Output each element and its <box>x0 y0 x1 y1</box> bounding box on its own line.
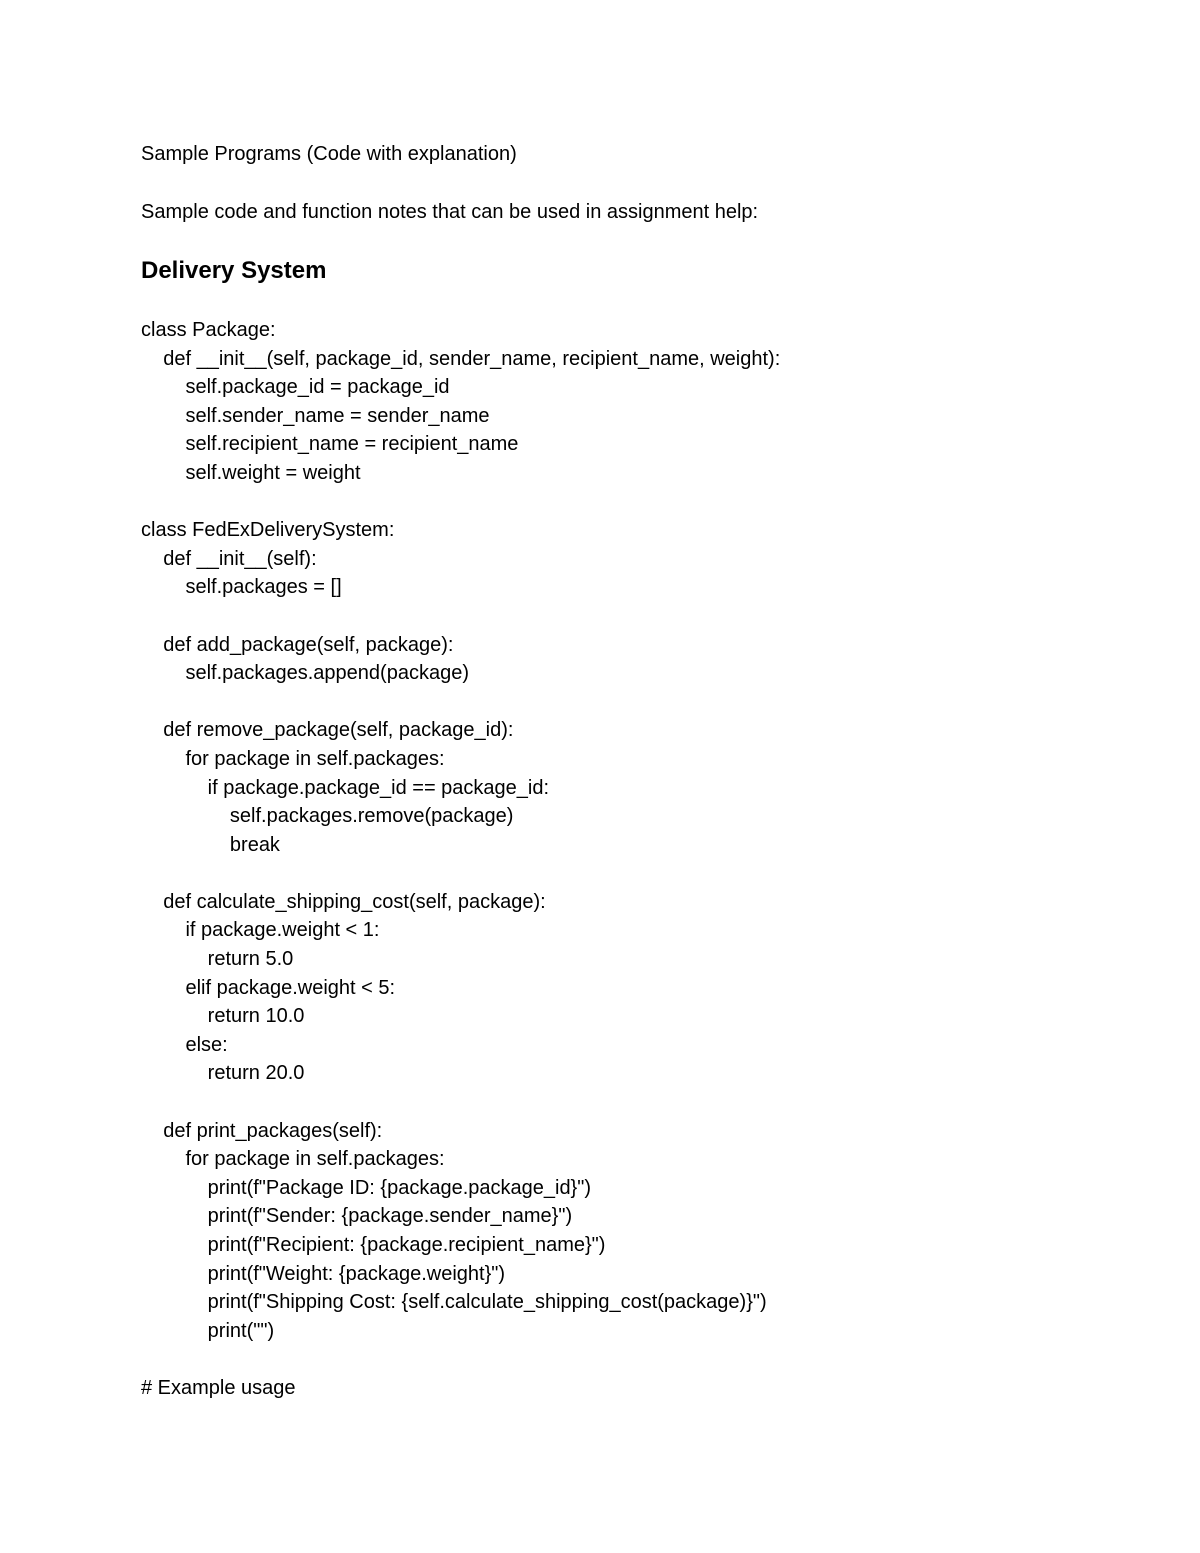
code-line: print(f"Recipient: {package.recipient_name}") <box>141 1234 606 1256</box>
code-line: self.packages.append(package) <box>141 662 469 685</box>
code-line: self.packages = [] <box>141 576 342 599</box>
code-line: for package in self.packages: <box>141 747 445 770</box>
code-blank-line <box>141 690 780 719</box>
code-line: def __init__(self): <box>141 547 317 570</box>
code-line: return 10.0 <box>141 1005 305 1028</box>
document-title-line: Sample Programs (Code with explanation) <box>141 143 517 165</box>
code-line: def print_packages(self): <box>141 1119 383 1142</box>
code-line: if package.package_id == package_id: <box>141 776 550 799</box>
code-line: # Example usage <box>141 1376 296 1399</box>
code-line: print(f"Sender: {package.sender_name}") <box>141 1205 573 1228</box>
code-line: print("") <box>141 1319 275 1342</box>
code-blank-line <box>141 1347 780 1376</box>
code-blank-line <box>141 604 780 633</box>
code-line: self.recipient_name = recipient_name <box>141 433 519 456</box>
code-line: print(f"Package ID: {package.package_id}") <box>141 1176 591 1199</box>
document-intro-line: Sample code and function notes that can be used in assignment help: <box>141 201 759 223</box>
code-blank-line <box>141 1090 780 1119</box>
code-line: self.packages.remove(package) <box>141 805 514 828</box>
code-line: def __init__(self, package_id, sender_name, recipient_name, weight): <box>141 347 781 370</box>
section-heading: Delivery System <box>141 257 327 284</box>
code-line: self.weight = weight <box>141 461 361 484</box>
code-line: return 20.0 <box>141 1062 305 1085</box>
code-line: class Package: <box>141 319 276 341</box>
code-line: def remove_package(self, package_id): <box>141 719 514 742</box>
code-line: self.sender_name = sender_name <box>141 404 490 427</box>
code-line: print(f"Shipping Cost: {self.calculate_shipping_cost(package)}") <box>141 1291 767 1314</box>
code-line: def add_package(self, package): <box>141 633 454 656</box>
code-block <box>141 318 780 1405</box>
code-line: for package in self.packages: <box>141 1148 445 1171</box>
code-blank-line <box>141 861 780 890</box>
code-line: def calculate_shipping_cost(self, package): <box>141 890 546 913</box>
code-blank-line <box>141 490 780 519</box>
code-line: elif package.weight < 5: <box>141 976 396 999</box>
code-line: else: <box>141 1033 228 1056</box>
code-line: return 5.0 <box>141 948 294 971</box>
code-line: break <box>141 833 280 856</box>
code-line: print(f"Weight: {package.weight}") <box>141 1262 506 1285</box>
code-line: if package.weight < 1: <box>141 919 380 942</box>
code-line: class FedExDeliverySystem: <box>141 519 395 542</box>
code-line: self.package_id = package_id <box>141 376 450 399</box>
